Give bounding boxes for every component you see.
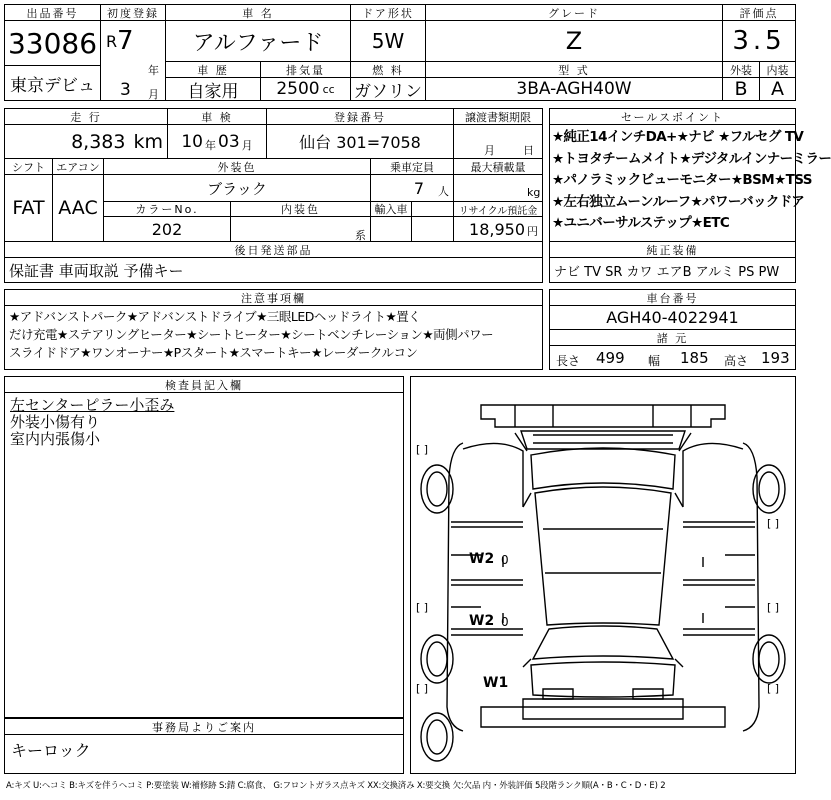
specs-box	[549, 345, 796, 370]
sales-point-line: ★純正14インチDA+★ナビ ★フルセグ TV	[552, 129, 804, 145]
fuel: ガソリン	[350, 77, 426, 101]
model-label: 型 式	[425, 61, 723, 78]
recycle-unit: 円	[527, 225, 538, 238]
zero-mark-lower: 0	[501, 615, 509, 629]
load-label: 最大積載量	[453, 158, 543, 175]
genuine-label: 純正装備	[549, 241, 796, 258]
sales-point-line: ★左右独立ムーンルーフ★パワーバックドア	[552, 193, 805, 210]
lot-number-label: 出品番号	[4, 4, 101, 21]
inspector-label: 検査員記入欄	[4, 376, 404, 393]
transfer-label: 譲渡書類期限	[453, 108, 543, 125]
shift: FAT	[4, 174, 53, 242]
damage-diagram	[410, 376, 796, 774]
sales-point-line: ★パノラミックビューモニター★BSM★TSS	[552, 172, 812, 188]
door-type: 5W	[350, 20, 426, 62]
insp-year-unit: 年	[205, 138, 216, 152]
inspector-box	[4, 392, 404, 718]
int-grade: A	[759, 77, 796, 101]
displacement-cell	[260, 77, 351, 101]
sales-point-line: ★トヨタチームメイト★デジタルインナーミラー	[552, 150, 831, 167]
import-label-2	[411, 201, 454, 217]
chassis-label: 車台番号	[549, 289, 796, 306]
import-cell	[370, 216, 412, 242]
grade: Z	[425, 20, 723, 62]
chassis-number: AGH40-4022941	[549, 305, 796, 330]
mileage-unit: km	[133, 130, 163, 153]
mileage-cell	[4, 124, 168, 159]
bracket-left-rear: [ ]	[416, 601, 429, 614]
capacity-label: 乗車定員	[370, 158, 454, 175]
width: 185	[680, 349, 709, 367]
sales-point-line: ★ユニバーサルステップ★ETC	[552, 215, 730, 231]
reg-year: 7	[117, 26, 134, 56]
office-box	[4, 734, 404, 774]
recycle-label: リサイクル預託金	[453, 201, 543, 217]
reg-month: 3	[120, 80, 131, 100]
color: ブラック	[103, 174, 371, 202]
plate-label: 登録番号	[266, 108, 454, 125]
model-code: 3BA-AGH40W	[425, 77, 723, 101]
load-unit: kg	[527, 186, 541, 199]
height-label: 高さ	[724, 354, 749, 368]
height: 193	[761, 349, 790, 367]
length-label: 長さ	[556, 354, 581, 368]
first-reg-label: 初度登録	[100, 4, 166, 21]
insp-year: 10	[181, 131, 203, 152]
genuine-equipment: ナビ TV SR カワ エアB アルミ PS PW	[549, 257, 796, 283]
grade-label: グレード	[425, 4, 723, 21]
int-color-label: 内装色	[230, 201, 371, 217]
legend: A:キズ U:ヘコミ B:キズを伴うヘコミ P:要塗装 W:補修跡 S:錆 C:腐食、 G:フロントガラス点キズ XX:交換済み X:要交換 欠:欠品 内・外装評価 5段階ランク順(A・B・C・D・E) 2	[6, 781, 666, 791]
door-label: ドア形状	[350, 4, 426, 21]
inspector-note: 外装小傷有り	[10, 413, 101, 431]
displacement-unit: cc	[322, 82, 335, 96]
color-no: 202	[103, 216, 231, 242]
car-outline	[411, 377, 795, 773]
specs-label: 諸 元	[549, 329, 796, 346]
inspector-note: 室内内張傷小	[10, 430, 101, 448]
sales-points	[549, 124, 831, 242]
bracket-right-lower: [ ]	[767, 682, 780, 695]
damage-mark-w2-upper: W2	[469, 551, 495, 567]
damage-mark-w2-lower: W2	[469, 613, 495, 629]
capacity-cell	[370, 174, 454, 202]
fuel-label: 燃 料	[350, 61, 426, 78]
car-name-label: 車 名	[165, 4, 351, 21]
recycle-fee: 18,950	[469, 219, 525, 239]
caution-label: 注意事項欄	[4, 289, 543, 306]
ac-label: エアコン	[52, 158, 104, 175]
inspector-note: 左センターピラー小歪み	[10, 396, 175, 414]
import-cell-2	[411, 216, 454, 242]
score: 3.5	[722, 20, 796, 62]
transfer-month-unit: 月	[484, 144, 495, 157]
color-label: 外装色	[103, 158, 371, 175]
history: 自家用	[165, 77, 261, 101]
score-label: 評価点	[722, 4, 796, 21]
int-color-unit: 系	[355, 229, 366, 242]
ext-grade: B	[722, 77, 760, 101]
caution-line: だけ充電★ステアリングヒーター★シートヒーター★シートベンチレーション★両側パワー	[9, 327, 494, 342]
import-label: 輸入車	[370, 201, 412, 217]
int-color-cell	[230, 216, 371, 242]
insp-month: 03	[218, 131, 240, 152]
recycle-cell	[453, 216, 543, 242]
inspector-lines	[10, 397, 403, 448]
zero-mark-upper: 0	[501, 553, 509, 567]
damage-mark-w1: W1	[483, 675, 509, 691]
mileage: 8,383	[71, 130, 126, 153]
era: R	[106, 32, 118, 51]
color-no-label: カラーNo.	[103, 201, 231, 217]
transfer-day-unit: 日	[523, 144, 534, 157]
lot-number: 33086	[4, 20, 101, 66]
inspection-label: 車 検	[167, 108, 267, 125]
caution-line: ★アドバンストパーク★アドバンストドライブ★三眼LEDヘッドライト★置く	[9, 309, 421, 324]
capacity-unit: 人	[438, 184, 449, 198]
sales-lines	[552, 127, 831, 235]
shift-label: シフト	[4, 158, 53, 175]
length: 499	[596, 349, 625, 367]
capacity: 7	[413, 178, 424, 198]
ac: AAC	[52, 174, 104, 242]
displacement: 2500	[276, 79, 320, 99]
caution-box	[4, 305, 543, 370]
inspection-cell	[167, 124, 267, 159]
caution-lines	[9, 308, 542, 362]
displacement-label: 排気量	[260, 61, 351, 78]
history-label: 車 歴	[165, 61, 261, 78]
plate-number: 仙台 301=7058	[266, 124, 454, 159]
car-name: アルファード	[165, 20, 351, 62]
width-label: 幅	[648, 354, 661, 368]
delivery-label: 後日発送部品	[4, 241, 543, 258]
ext-grade-label: 外装	[722, 61, 760, 78]
insp-month-unit: 月	[241, 138, 253, 152]
int-grade-label: 内装	[759, 61, 796, 78]
mileage-label: 走 行	[4, 108, 168, 125]
bracket-right-rear: [ ]	[767, 601, 780, 614]
bracket-left-front: [ ]	[416, 443, 429, 456]
office-label: 事務局よりご案内	[4, 718, 404, 735]
caution-line: スライドドア★ワンオーナー★Pスタート★スマートキー★レーダークルコン	[9, 345, 418, 360]
delivery-parts: 保証書 車両取説 予備キー	[4, 257, 543, 283]
month-unit: 月	[148, 88, 159, 101]
region: 東京デビュ	[4, 65, 101, 101]
bracket-right-front: [ ]	[767, 517, 780, 530]
office-note: キーロック	[11, 741, 91, 760]
bracket-left-lower: [ ]	[416, 682, 429, 695]
year-unit: 年	[148, 64, 159, 77]
sales-label: セールスポイント	[549, 108, 796, 125]
